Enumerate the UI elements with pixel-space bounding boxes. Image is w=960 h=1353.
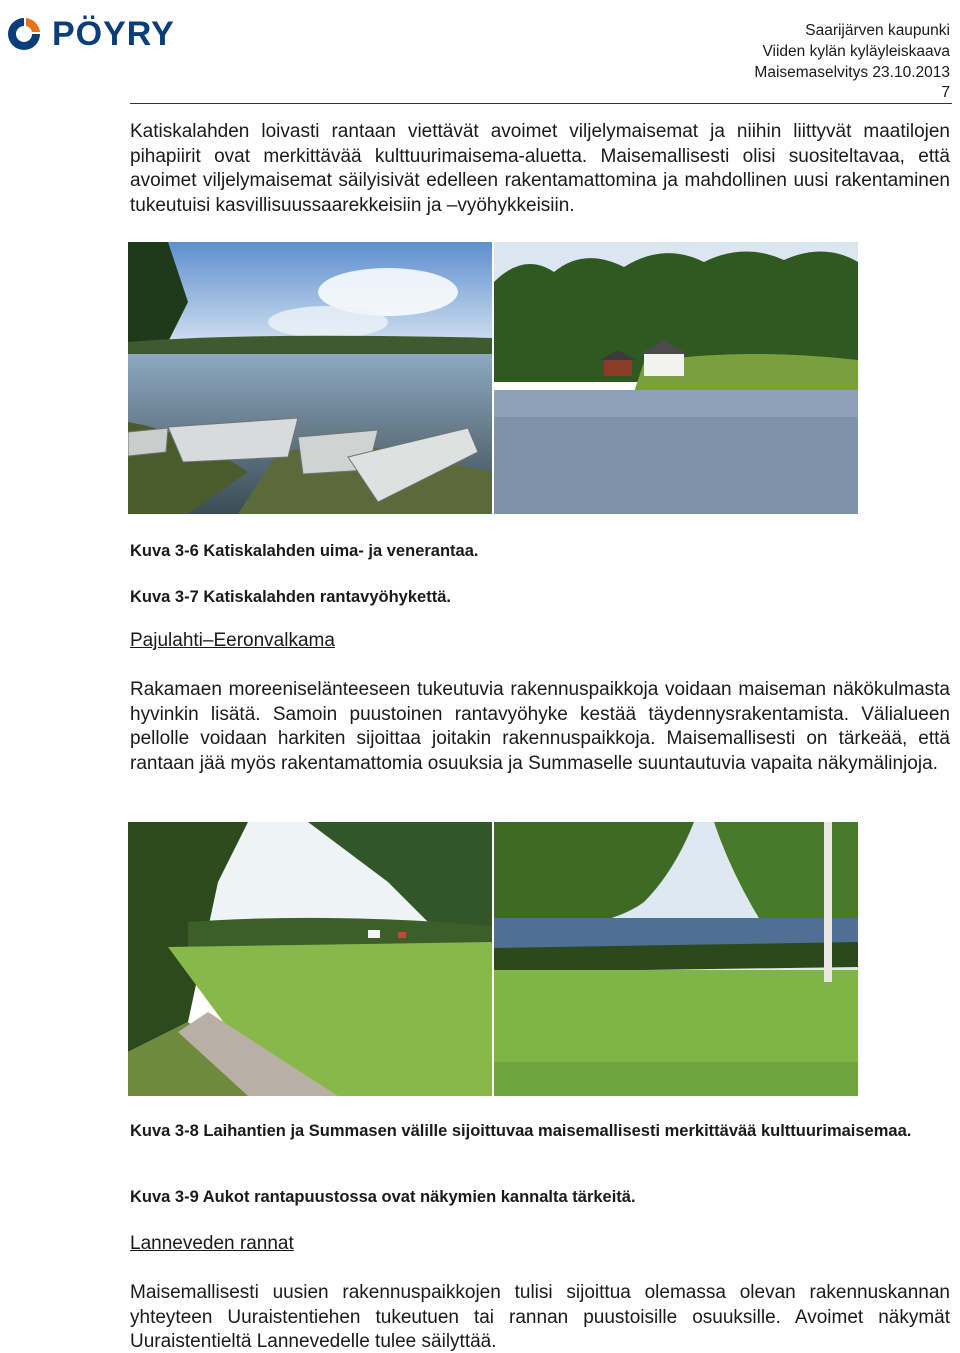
section-paragraph-pajulahti: Rakamaen moreeniselänteeseen tukeutuvia rakennuspaikkoja voidaan maiseman näkökulmasta hyvinkin lisätä. Samoin puustoinen rantavyöhyke kestää täydennysrakentamista. Välialueen pellolle voidaan harkiten sijoittaa joitakin rakennuspaikkoja. Maisemallisesti on tärkeää, että rantaan jää myös rakentamattomia osuuksia ja Summaselle suuntautuvia vapaita näkymälinjoja. [130,679,950,774]
header-plan-name: Viiden kylän kyläyleiskaava [762,43,950,60]
document-header [754,20,950,83]
section-heading-pajulahti: Pajulahti–Eeronvalkama [130,630,335,651]
photo-trees-lake-view [494,822,858,1096]
caption-3-6: Kuva 3-6 Katiskalahden uima- ja venerantaa. [130,542,479,560]
caption-3-7: Kuva 3-7 Katiskalahden rantavyöhykettä. [130,588,451,606]
photo-road-field [128,822,492,1096]
caption-3-9: Kuva 3-9 Aukot rantapuustossa ovat näkymien kannalta tärkeitä. [130,1188,636,1206]
poyry-logo-mark-icon [4,14,44,54]
header-divider [130,103,952,104]
photo-lake-shoreline [494,242,858,514]
photo-boats-beach [128,242,492,514]
section-heading-lannevesi: Lanneveden rannat [130,1233,294,1254]
caption-3-8: Kuva 3-8 Laihantien ja Summasen välille sijoittuvaa maisemallisesti merkittävää kulttuurimaisemaa. [130,1122,912,1140]
header-report-date: Maisemaselvitys 23.10.2013 [754,64,950,81]
poyry-logo [4,4,200,64]
logo-text: PÖYRY [52,14,175,53]
intro-paragraph: Katiskalahden loivasti rantaan viettävät avoimet viljelymaisemat ja niihin liittyvät maatilojen pihapiirit ovat merkittävää kulttuurimaisema-aluetta. Maisemallisesti olisi suositeltavaa, että avoimet viljelymaisemat säilyisivät edelleen rakentamattomina ja mahdollinen uusi rakentaminen tukeutuisi kasvillisuussaarekkeisiin ja –vyöhykkeisiin. [130,121,950,216]
page-number: 7 [941,84,950,101]
header-municipality: Saarijärven kaupunki [805,22,950,39]
section-paragraph-lannevesi: Maisemallisesti uusien rakennuspaikkojen tulisi sijoittua olemassa olevan rakennuskannan yhteyteen Uuraistentiehen tukeutuen tai rannan puustoisille osuuksille. Avoimet näkymät Uuraistentieltä Lannevedelle tulee säilyttää. [130,1282,950,1352]
